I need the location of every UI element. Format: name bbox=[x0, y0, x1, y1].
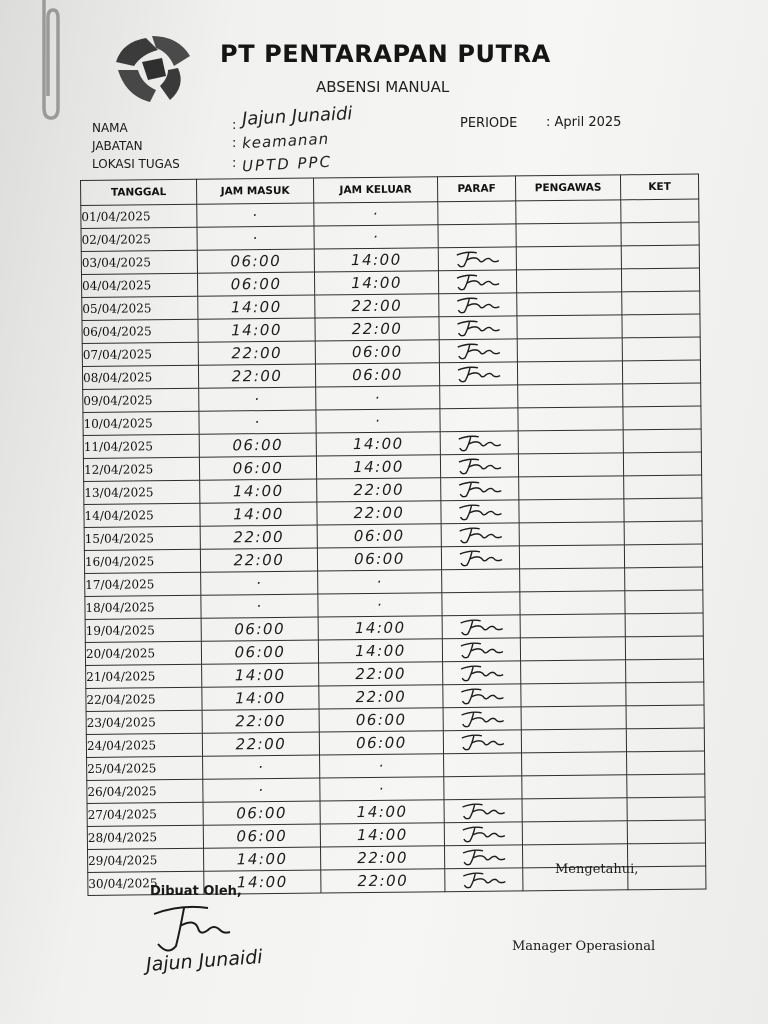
jam-keluar-cell: 22:00 bbox=[320, 846, 444, 870]
date-cell: 17/04/2025 bbox=[85, 572, 201, 596]
ket-cell bbox=[624, 521, 702, 545]
jam-masuk-cell: 06:00 bbox=[203, 801, 320, 825]
paraf-cell bbox=[438, 224, 516, 248]
jabatan-label: JABATAN bbox=[92, 139, 143, 153]
paraf-signature bbox=[460, 825, 506, 843]
ket-cell bbox=[621, 199, 699, 223]
col-header-tanggal: TANGGAL bbox=[81, 179, 197, 205]
jam-masuk-cell: 14:00 bbox=[200, 502, 317, 526]
date-cell: 01/04/2025 bbox=[81, 204, 197, 228]
pengawas-cell bbox=[518, 430, 623, 454]
ket-cell bbox=[622, 337, 700, 361]
ket-cell bbox=[626, 705, 704, 729]
pengawas-cell bbox=[521, 729, 626, 753]
date-cell: 03/04/2025 bbox=[81, 250, 197, 274]
date-cell: 10/04/2025 bbox=[83, 411, 199, 435]
paraf-cell bbox=[441, 477, 519, 501]
jam-masuk-cell: 06:00 bbox=[197, 249, 314, 273]
date-cell: 24/04/2025 bbox=[86, 733, 202, 757]
jam-masuk-cell: 14:00 bbox=[198, 295, 315, 319]
col-header-pengawas: PENGAWAS bbox=[515, 175, 620, 201]
paraf-cell bbox=[442, 638, 520, 662]
paraf-signature bbox=[459, 687, 505, 705]
paraf-signature bbox=[457, 480, 503, 498]
date-cell: 30/04/2025 bbox=[88, 871, 204, 895]
nama-value: Jajun Junaidi bbox=[241, 103, 353, 130]
paraf-cell bbox=[444, 799, 522, 823]
ket-cell bbox=[627, 751, 705, 775]
pengawas-cell bbox=[520, 591, 625, 615]
jam-keluar-cell: · bbox=[314, 202, 438, 226]
pengawas-cell bbox=[516, 246, 621, 270]
pengawas-cell bbox=[521, 706, 626, 730]
jam-masuk-cell: 14:00 bbox=[202, 686, 319, 710]
jam-keluar-cell: 14:00 bbox=[316, 432, 440, 456]
paraf-cell bbox=[442, 569, 520, 593]
paraf-signature bbox=[458, 618, 504, 636]
date-cell: 11/04/2025 bbox=[83, 434, 199, 458]
paraf-signature bbox=[456, 457, 502, 475]
ket-cell bbox=[621, 245, 699, 269]
jam-masuk-cell: · bbox=[197, 203, 314, 227]
ket-cell bbox=[624, 544, 702, 568]
paraf-signature bbox=[455, 342, 501, 360]
jam-keluar-cell: 14:00 bbox=[320, 823, 444, 847]
jam-keluar-cell: · bbox=[320, 754, 444, 778]
ket-cell bbox=[622, 291, 700, 315]
paraf-cell bbox=[442, 615, 520, 639]
jam-masuk-cell: 14:00 bbox=[204, 870, 321, 894]
paraf-cell bbox=[439, 362, 517, 386]
date-cell: 08/04/2025 bbox=[82, 365, 198, 389]
date-cell: 02/04/2025 bbox=[81, 227, 197, 251]
date-cell: 09/04/2025 bbox=[83, 388, 199, 412]
paraf-cell bbox=[442, 592, 520, 616]
paraf-cell bbox=[439, 316, 517, 340]
pengawas-cell bbox=[520, 614, 625, 638]
paraf-signature bbox=[454, 250, 500, 268]
pengawas-cell bbox=[519, 545, 624, 569]
paraf-cell bbox=[444, 822, 522, 846]
nama-label: NAMA bbox=[92, 121, 128, 135]
ket-cell bbox=[625, 636, 703, 660]
paraf-cell bbox=[438, 247, 516, 271]
paraf-cell bbox=[443, 730, 521, 754]
pengawas-cell bbox=[519, 499, 624, 523]
date-cell: 21/04/2025 bbox=[86, 664, 202, 688]
pengawas-cell bbox=[522, 798, 627, 822]
ket-cell bbox=[627, 797, 705, 821]
jam-masuk-cell: · bbox=[203, 778, 320, 802]
mengetahui-label: Mengetahui, bbox=[555, 862, 639, 877]
paraf-cell bbox=[440, 431, 518, 455]
ket-cell bbox=[624, 498, 702, 522]
date-cell: 22/04/2025 bbox=[86, 687, 202, 711]
jam-masuk-cell: 22:00 bbox=[198, 364, 315, 388]
pengawas-cell bbox=[517, 315, 622, 339]
pengawas-cell bbox=[518, 407, 623, 431]
jam-masuk-cell: 22:00 bbox=[202, 732, 319, 756]
ket-cell bbox=[623, 383, 701, 407]
ket-cell bbox=[623, 452, 701, 476]
ket-cell bbox=[621, 268, 699, 292]
jam-keluar-cell: 22:00 bbox=[315, 317, 439, 341]
jam-keluar-cell: · bbox=[314, 225, 438, 249]
paraf-cell bbox=[438, 201, 516, 225]
paraf-signature bbox=[455, 319, 501, 337]
ket-cell bbox=[625, 613, 703, 637]
jam-masuk-cell: 06:00 bbox=[197, 272, 314, 296]
paraf-cell bbox=[439, 293, 517, 317]
ket-cell bbox=[627, 843, 705, 867]
pengawas-cell bbox=[522, 821, 627, 845]
date-cell: 26/04/2025 bbox=[87, 779, 203, 803]
col-header-ket: KET bbox=[620, 174, 698, 200]
jabatan-value: keamanan bbox=[241, 129, 330, 153]
paraf-signature bbox=[454, 273, 500, 291]
paraf-cell bbox=[444, 776, 522, 800]
ket-cell bbox=[627, 820, 705, 844]
jam-masuk-cell: · bbox=[201, 594, 318, 618]
paraf-signature bbox=[457, 549, 503, 567]
paraf-signature bbox=[457, 503, 503, 521]
pengawas-cell bbox=[516, 223, 621, 247]
pengawas-cell bbox=[516, 200, 621, 224]
date-cell: 20/04/2025 bbox=[85, 641, 201, 665]
pengawas-cell bbox=[521, 660, 626, 684]
dibuat-oleh-label: Dibuat Oleh, bbox=[150, 884, 242, 899]
jam-masuk-cell: 06:00 bbox=[203, 824, 320, 848]
jam-masuk-cell: · bbox=[199, 410, 316, 434]
pengawas-cell bbox=[518, 453, 623, 477]
pengawas-cell bbox=[517, 361, 622, 385]
manager-label: Manager Operasional bbox=[512, 939, 656, 954]
jam-masuk-cell: 22:00 bbox=[200, 548, 317, 572]
jam-masuk-cell: 06:00 bbox=[199, 456, 316, 480]
jam-keluar-cell: · bbox=[316, 386, 440, 410]
paper-clip-icon bbox=[36, 0, 66, 122]
jam-masuk-cell: · bbox=[197, 226, 314, 250]
jam-masuk-cell: 14:00 bbox=[204, 847, 321, 871]
jam-keluar-cell: 14:00 bbox=[320, 800, 444, 824]
paraf-cell bbox=[439, 339, 517, 363]
date-cell: 15/04/2025 bbox=[84, 526, 200, 550]
date-cell: 23/04/2025 bbox=[86, 710, 202, 734]
date-cell: 18/04/2025 bbox=[85, 595, 201, 619]
ket-cell bbox=[623, 429, 701, 453]
date-cell: 12/04/2025 bbox=[83, 457, 199, 481]
col-header-jam-masuk: JAM MASUK bbox=[196, 178, 313, 204]
pengawas-cell bbox=[517, 338, 622, 362]
date-cell: 07/04/2025 bbox=[82, 342, 198, 366]
jam-keluar-cell: 06:00 bbox=[315, 363, 439, 387]
col-header-paraf: PARAF bbox=[437, 176, 515, 202]
date-cell: 04/04/2025 bbox=[81, 273, 197, 297]
pengawas-cell bbox=[520, 568, 625, 592]
date-cell: 05/04/2025 bbox=[82, 296, 198, 320]
jam-masuk-cell: 22:00 bbox=[200, 525, 317, 549]
paraf-cell bbox=[443, 707, 521, 731]
ket-cell bbox=[628, 866, 706, 890]
periode-value: : April 2025 bbox=[546, 115, 622, 130]
paraf-cell bbox=[441, 546, 519, 570]
paraf-signature bbox=[459, 664, 505, 682]
jam-masuk-cell: 14:00 bbox=[198, 318, 315, 342]
pengawas-cell bbox=[522, 752, 627, 776]
paraf-cell bbox=[443, 661, 521, 685]
jam-keluar-cell: 14:00 bbox=[318, 616, 442, 640]
jam-keluar-cell: 14:00 bbox=[314, 248, 438, 272]
pengawas-cell bbox=[519, 522, 624, 546]
paraf-cell bbox=[444, 845, 522, 869]
pengawas-cell bbox=[518, 384, 623, 408]
pengawas-cell bbox=[519, 476, 624, 500]
date-cell: 13/04/2025 bbox=[84, 480, 200, 504]
jam-keluar-cell: 22:00 bbox=[319, 662, 443, 686]
ket-cell bbox=[625, 567, 703, 591]
paraf-signature bbox=[455, 365, 501, 383]
jam-masuk-cell: 22:00 bbox=[202, 709, 319, 733]
pengawas-cell bbox=[520, 637, 625, 661]
jam-masuk-cell: 06:00 bbox=[199, 433, 316, 457]
lokasi-label: LOKASI TUGAS bbox=[92, 157, 180, 171]
paraf-signature bbox=[458, 641, 504, 659]
attendance-sheet: PT PENTARAPAN PUTRA ABSENSI MANUAL NAMA JABATAN LOKASI TUGAS : : : Jajun Junaidi keamanan UPTD PPC PERIODE : April 2025 TANGGAL JAM MASUK JAM KELUAR PARAF PENGAWAS KET 01/04/2025 · · 02/04/2025 · · 03/04/2025 06:00 14:00 04/04/2025 06:00 14:00 05/04/2025 14:00 22:00 06/04/2025 14:00 22:00 07/04/2025 22:00 06:00 08/04/2025 22:00 06:00 09/04/2025 · · 10/04/2025 · · 11/04/2025 06:00 14:00 12/04/2025 06:00 14:00 13/04/2025 14:00 22:00 14/04/2025 14:00 22:00 15/04/2025 22:00 06:00 16/04/2025 22:00 06:00 17/04/2025 · · 18/04/2025 · · 19/04/2025 06:00 14:00 20/04/2025 06:00 14:00 21/04/2025 14:00 22:00 22/04/2025 14:00 22:00 23/04/2025 22:00 06:00 24/04/2025 22:00 06:00 25/04/2025 · · 26/04/2025 · · 27/04/2025 06:00 14:00 28/04/2025 06:00 14:00 29/04/2025 14:00 22:00 30/04/2025 14:00 22:00 Mengetahui, Dibuat Oleh, Jajun Junaidi Manager Operasional bbox=[0, 0, 768, 1024]
ket-cell bbox=[623, 406, 701, 430]
paraf-signature bbox=[461, 871, 507, 889]
paraf-signature bbox=[455, 296, 501, 314]
jam-keluar-cell: · bbox=[316, 409, 440, 433]
jam-keluar-cell: 14:00 bbox=[318, 639, 442, 663]
lokasi-value: UPTD PPC bbox=[241, 152, 333, 176]
jam-masuk-cell: · bbox=[203, 755, 320, 779]
paraf-cell bbox=[440, 408, 518, 432]
date-cell: 28/04/2025 bbox=[87, 825, 203, 849]
jam-keluar-cell: 06:00 bbox=[319, 731, 443, 755]
ket-cell bbox=[627, 774, 705, 798]
jam-keluar-cell: 06:00 bbox=[319, 708, 443, 732]
jam-masuk-cell: 06:00 bbox=[201, 640, 318, 664]
jam-keluar-cell: 22:00 bbox=[315, 294, 439, 318]
paraf-signature bbox=[456, 434, 502, 452]
jam-masuk-cell: 14:00 bbox=[200, 479, 317, 503]
col-header-jam-keluar: JAM KELUAR bbox=[313, 177, 437, 203]
jam-keluar-cell: · bbox=[318, 570, 442, 594]
paraf-signature bbox=[460, 802, 506, 820]
jam-masuk-cell: · bbox=[199, 387, 316, 411]
company-logo-icon bbox=[112, 32, 194, 104]
paraf-cell bbox=[444, 753, 522, 777]
jam-keluar-cell: 22:00 bbox=[319, 685, 443, 709]
jam-keluar-cell: 14:00 bbox=[314, 271, 438, 295]
paraf-signature bbox=[459, 733, 505, 751]
jam-keluar-cell: 22:00 bbox=[317, 501, 441, 525]
paraf-cell bbox=[445, 868, 523, 892]
paraf-signature bbox=[457, 526, 503, 544]
date-cell: 19/04/2025 bbox=[85, 618, 201, 642]
paraf-cell bbox=[441, 500, 519, 524]
jam-masuk-cell: 22:00 bbox=[198, 341, 315, 365]
paraf-cell bbox=[440, 454, 518, 478]
jam-keluar-cell: 22:00 bbox=[321, 869, 445, 893]
jam-masuk-cell: 06:00 bbox=[201, 617, 318, 641]
jam-keluar-cell: 06:00 bbox=[317, 524, 441, 548]
pengawas-cell bbox=[516, 269, 621, 293]
pengawas-cell bbox=[521, 683, 626, 707]
company-title: PT PENTARAPAN PUTRA bbox=[220, 40, 551, 68]
signer-name: Jajun Junaidi bbox=[145, 945, 264, 977]
paraf-cell bbox=[441, 523, 519, 547]
jam-masuk-cell: · bbox=[201, 571, 318, 595]
ket-cell bbox=[626, 728, 704, 752]
date-cell: 14/04/2025 bbox=[84, 503, 200, 527]
date-cell: 16/04/2025 bbox=[84, 549, 200, 573]
paraf-cell bbox=[438, 270, 516, 294]
ket-cell bbox=[626, 682, 704, 706]
jam-keluar-cell: 06:00 bbox=[315, 340, 439, 364]
paraf-signature bbox=[461, 848, 507, 866]
ket-cell bbox=[625, 590, 703, 614]
jam-masuk-cell: 14:00 bbox=[202, 663, 319, 687]
pengawas-cell bbox=[522, 775, 627, 799]
ket-cell bbox=[621, 222, 699, 246]
jam-keluar-cell: 06:00 bbox=[317, 547, 441, 571]
date-cell: 25/04/2025 bbox=[87, 756, 203, 780]
document-title: ABSENSI MANUAL bbox=[316, 78, 450, 96]
date-cell: 06/04/2025 bbox=[82, 319, 198, 343]
jam-keluar-cell: · bbox=[320, 777, 444, 801]
pengawas-cell bbox=[517, 292, 622, 316]
jam-keluar-cell: 14:00 bbox=[316, 455, 440, 479]
ket-cell bbox=[622, 360, 700, 384]
paraf-cell bbox=[443, 684, 521, 708]
ket-cell bbox=[624, 475, 702, 499]
periode-label: PERIODE bbox=[460, 116, 518, 131]
ket-cell bbox=[622, 314, 700, 338]
date-cell: 29/04/2025 bbox=[88, 848, 204, 872]
date-cell: 27/04/2025 bbox=[87, 802, 203, 826]
paraf-cell bbox=[440, 385, 518, 409]
jam-keluar-cell: · bbox=[318, 593, 442, 617]
ket-cell bbox=[626, 659, 704, 683]
attendance-table bbox=[80, 174, 706, 896]
jam-keluar-cell: 22:00 bbox=[317, 478, 441, 502]
paraf-signature bbox=[459, 710, 505, 728]
